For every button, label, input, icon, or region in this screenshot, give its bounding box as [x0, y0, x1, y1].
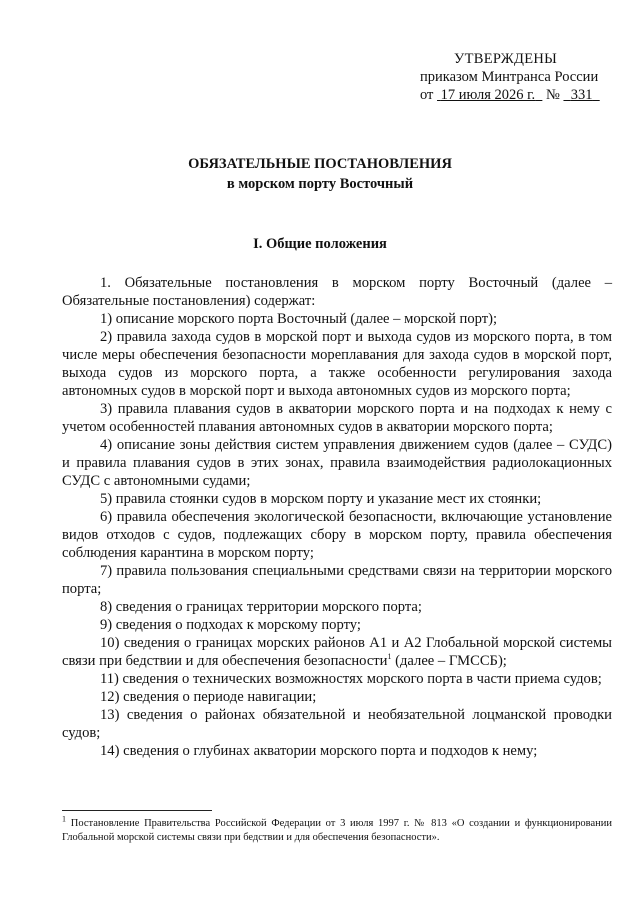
paragraph-10-tail: (далее – ГМССБ);	[391, 653, 507, 669]
paragraph: 9) сведения о подходах к морскому порту;	[100, 617, 361, 633]
document-subtitle: в морском порту Восточный	[226, 176, 414, 192]
paragraph-10-text: 10) сведения о границах морских районов А1 и А2 Глобальной морской системы связи при бедствии и для обеспечения безопасности	[62, 635, 612, 669]
footnote-mark: 1	[62, 814, 66, 824]
paragraph: 14) сведения о глубинах акватории морского порта и подходов к нему;	[100, 743, 538, 759]
approval-date-line	[420, 86, 620, 104]
paragraph: 13) сведения о районах обязательной и необязательной лоцманской проводки судов;	[62, 707, 612, 741]
approval-title: УТВЕРЖДЕНЫ	[454, 51, 558, 67]
footnote	[62, 814, 613, 845]
approval-stamp	[420, 50, 620, 104]
paragraph: 6) правила обеспечения экологической безопасности, включающие установление видов отходов с судов, подлежащих сбору в морском порту, правила обеспечения соблюдения карантина в морском порту;	[62, 509, 612, 561]
document-title: ОБЯЗАТЕЛЬНЫЕ ПОСТАНОВЛЕНИЯ	[188, 156, 452, 172]
paragraph: 2) правила захода судов в морской порт и выхода судов из морского порта, в том числе меры обеспечения безопасности мореплавания для захода судов в морской порт, выхода судов из морского порта, а также особенности регулирования захода автономных судов в морской порт и выхода автономных судов из морского порта;	[62, 329, 612, 399]
footnote-text: Постановление Правительства Российской Федерации от 3 июля 1997 г. № 813 «О создании и функционировании Глобальной морской системы связи при бедствии и для обеспечения безопасности».	[62, 818, 613, 843]
paragraph: 1. Обязательные постановления в морском порту Восточный (далее – Обязательные постановления) содержат:	[62, 275, 612, 309]
footnote-ref: 1	[387, 652, 392, 662]
approval-number: 331	[570, 87, 593, 103]
paragraph: 8) сведения о границах территории морского порта;	[100, 599, 422, 615]
paragraph: 3) правила плавания судов в акватории морского порта и на подходах к нему с учетом особенностей плавания автономных судов в акватории морского порта;	[62, 401, 612, 435]
paragraph: 1) описание морского порта Восточный (далее – морской порт);	[100, 311, 498, 327]
paragraph: 7) правила пользования специальными средствами связи на территории морского порта;	[62, 563, 612, 597]
document-title-block	[0, 154, 640, 194]
paragraph: 5) правила стоянки судов в морском порту и указание мест их стоянки;	[100, 491, 542, 507]
document-body	[62, 274, 612, 760]
section-title: I. Общие положения	[253, 236, 387, 252]
footnote-divider	[62, 810, 212, 811]
paragraph-with-footnote	[62, 634, 612, 670]
number-prefix: №	[545, 87, 560, 103]
date-prefix: от	[420, 87, 434, 103]
paragraph: 4) описание зоны действия систем управления движением судов (далее – СУДС) и правила плавания судов в этих зонах, правила взаимодействия радиолокационных СУДС с автономными судами;	[62, 437, 612, 489]
paragraph: 12) сведения о периоде навигации;	[100, 689, 317, 705]
approval-date: 17 июля 2026 г.	[440, 87, 536, 103]
approval-order: приказом Минтранса России	[420, 69, 599, 85]
paragraph: 11) сведения о технических возможностях морского порта в части приема судов;	[100, 671, 602, 687]
